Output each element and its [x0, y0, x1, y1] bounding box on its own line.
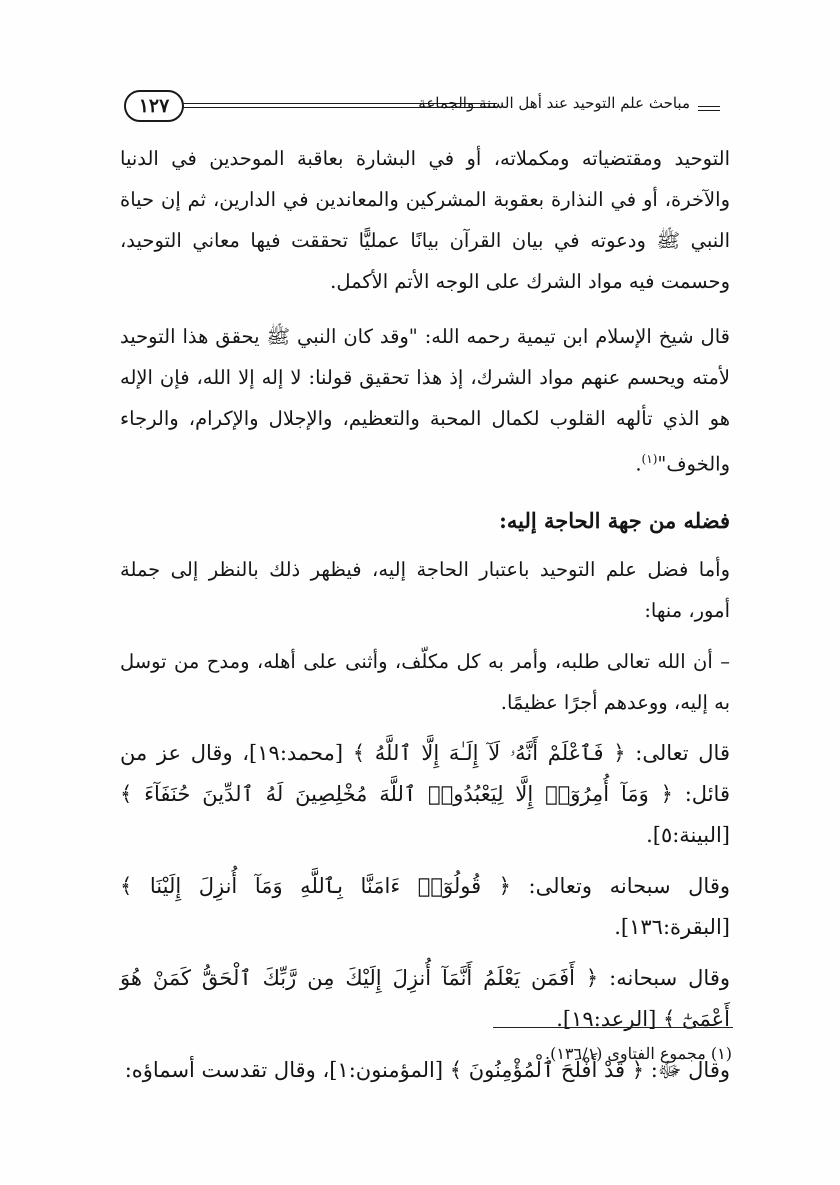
- paragraph-tawhid-intro: التوحيد ومقتضياته ومكملاته، أو في البشارة بعاقبة الموحدين في الدنيا والآخرة، أو في النذارة بعقوبة المشركين والمعاندين في الدارين، ثم إن حياة النبي ﷺ ودعوته في بيان القرآن بيانًا عمليًّا تحققت فيها معاني التوحيد، وحسمت فيه مواد الشرك على الوجه الأتم الأكمل.: [120, 147, 730, 293]
- page-number: ١٢٧: [124, 90, 184, 122]
- paragraph-verse-baqarah: وقال سبحانه وتعالى: ﴿ قُولُوٓا۟ ءَامَنَّا بِٱللَّهِ وَمَآ أُنزِلَ إِلَيْنَا ﴾ [البقرة:١٣٦].: [120, 873, 730, 939]
- footnote-divider: [493, 1027, 733, 1028]
- main-text: [120, 138, 730, 1091]
- paragraph-ibn-taymiyyah-quote: [120, 316, 730, 485]
- paragraph-point-1: – أن الله تعالى طلبه، وأمر به كل مكلّف، وأثنى على أهله، ومدح من توسل به إليه، ووعدهم أجرًا عظيمًا.: [120, 649, 730, 714]
- section-heading: فضله من جهة الحاجة إليه:: [499, 507, 730, 533]
- paragraph-verse-muminun: وقال ﷻ: ﴿ قَدْ أَفْلَحَ ٱلْمُؤْمِنُونَ ﴾ [المؤمنون:١]، وقال تقدست أسماؤه:: [124, 1057, 730, 1082]
- page-header: [124, 86, 720, 126]
- footnote: (١) مجموع الفتاوى (١٣٦/١).: [544, 1044, 732, 1063]
- paragraph-need: وأما فضل علم التوحيد باعتبار الحاجة إليه، فيظهر ذلك بالنظر إلى جملة أمور، منها:: [120, 557, 730, 622]
- footnote-ref: (١): [641, 452, 658, 466]
- quote-text: قال شيخ الإسلام ابن تيمية رحمه الله: "وقد كان النبي ﷺ يحقق هذا التوحيد لأمته ويحسم عنهم مواد الشرك، إذ هذا تحقيق قولنا: لا إله إلا الله، فإن الإله هو الذي تألهه القلوب لكمال المحبة والتعظيم، والإجلال والإكرام، والرجاء والخوف": [120, 325, 730, 476]
- paragraph-verse-rad: وقال سبحانه: ﴿ أَفَمَن يَعْلَمُ أَنَّمَآ أُنزِلَ إِلَيْكَ مِن رَّبِّكَ ٱلْحَقُّ كَمَنْ هُوَ أَعْمَىٰٓ ﴾ [الرعد:١٩].: [120, 965, 730, 1031]
- quote-end: .: [635, 452, 642, 476]
- paragraph-verses-1: قال تعالى: ﴿ فَٱعْلَمْ أَنَّهُۥ لَآ إِلَـٰهَ إِلَّا ٱللَّهُ ﴾ [محمد:١٩]، وقال عز من قائل: ﴿ وَمَآ أُمِرُوٓا۟ إِلَّا لِيَعْبُدُوا۟ ٱللَّهَ مُخْلِصِينَ لَهُ ٱلدِّينَ حُنَفَآءَ ﴾ [البينة:٥].: [120, 740, 730, 847]
- header-dash: [698, 106, 720, 107]
- running-title: مباحث علم التوحيد عند أهل السنة والجماعة: [418, 94, 690, 112]
